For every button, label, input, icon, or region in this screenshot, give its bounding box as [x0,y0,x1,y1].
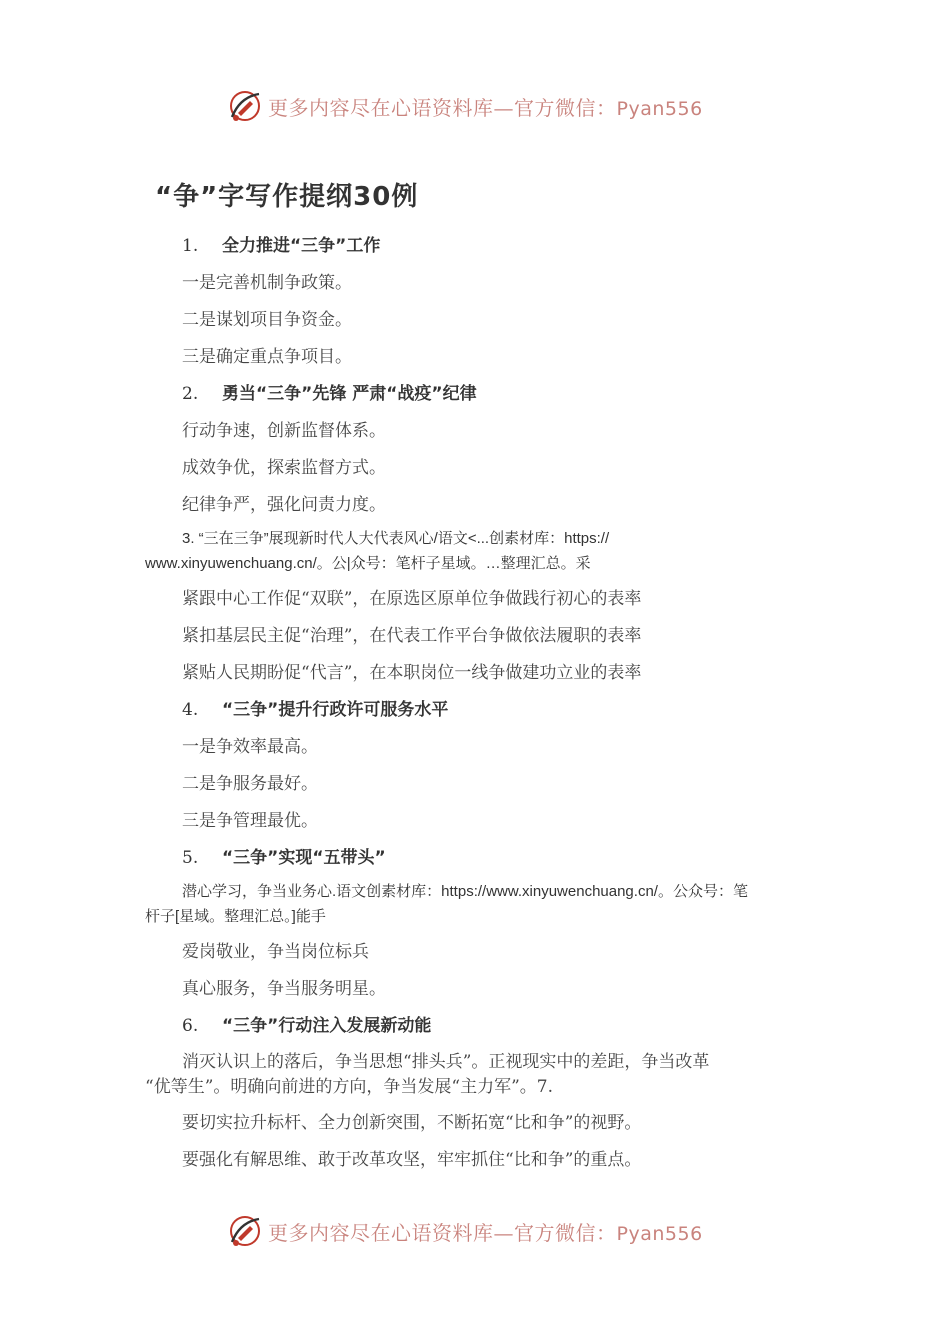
text-line: www.xinyuwenchuang.cn/。公|众号：笔杆子星域。…整理汇总。采 [145,555,591,572]
document-body [145,228,815,1179]
text-line: 杆子[星域。整理汇总。]能手 [145,908,326,925]
text-line: 三是确定重点争项目。 [182,347,352,367]
banner-text: 更多内容尽在心语资料库—官方微信：Pyan556 [268,95,703,120]
text-line: 行动争速，创新监督体系。 [182,421,386,441]
pen-logo-icon [226,87,264,125]
text-line: 要强化有解思维、敢于改革攻坚，牢牢抓住“比和争”的重点。 [182,1150,642,1170]
banner-brand: Pyan556 [616,1222,703,1245]
section-heading: 5. “三争”实现“五带头” [182,848,386,868]
pen-logo-icon [226,1212,264,1250]
text-line: 紧贴人民期盼促“代言”，在本职岗位一线争做建功立业的表率 [182,663,642,683]
text-line: 3. “三在三争”展现新时代人大代表风心/语文<...创素材库：https:// [182,530,610,547]
section-heading: 6. “三争”行动注入发展新动能 [182,1016,432,1036]
text-line: 二是争服务最好。 [182,774,318,794]
section-heading: 4. “三争”提升行政许可服务水平 [182,700,449,720]
text-line: 爱岗敬业，争当岗位标兵 [182,942,369,962]
text-line: 一是完善机制争政策。 [182,273,352,293]
text-line: 成效争优，探索监督方式。 [182,458,386,478]
text-line: 纪律争严，强化问责力度。 [182,495,386,515]
mixed-paragraph [145,879,815,929]
banner-brand: Pyan556 [616,97,703,120]
section-heading: 1. 全力推进“三争”工作 [182,236,381,256]
section-heading: 2. 勇当“三争”先锋 严肃“战疫”纪律 [182,384,477,404]
text-line: 三是争管理最优。 [182,811,318,831]
paragraph [145,1045,815,1105]
text-line: 潜心学习，争当业务心.语文创素材库：https://www.xinyuwenchuang.cn/。公众号：笔 [182,883,748,900]
banner-text: 更多内容尽在心语资料库—官方微信：Pyan556 [268,1220,703,1245]
page-title: “争”字写作提纲30例 [155,182,419,212]
text-line: 要切实拉升标杆、全力创新突围，不断拓宽“比和争”的视野。 [182,1113,642,1133]
text-line: 紧跟中心工作促“双联”，在原选区原单位争做践行初心的表率 [182,589,642,609]
text-line: “优等生”。明确向前进的方向，争当发展“主力军”。7. [145,1077,553,1097]
header-banner [226,86,726,126]
text-line: 消灭认识上的落后，争当思想“排头兵”。正视现实中的差距，争当改革 [182,1052,710,1072]
text-line: 紧扣基层民主促“治理”，在代表工作平台争做依法履职的表率 [182,626,642,646]
text-line: 一是争效率最高。 [182,737,318,757]
mixed-paragraph [145,526,815,576]
footer-banner [226,1211,726,1251]
text-line: 二是谋划项目争资金。 [182,310,352,330]
text-line: 真心服务，争当服务明星。 [182,979,386,999]
